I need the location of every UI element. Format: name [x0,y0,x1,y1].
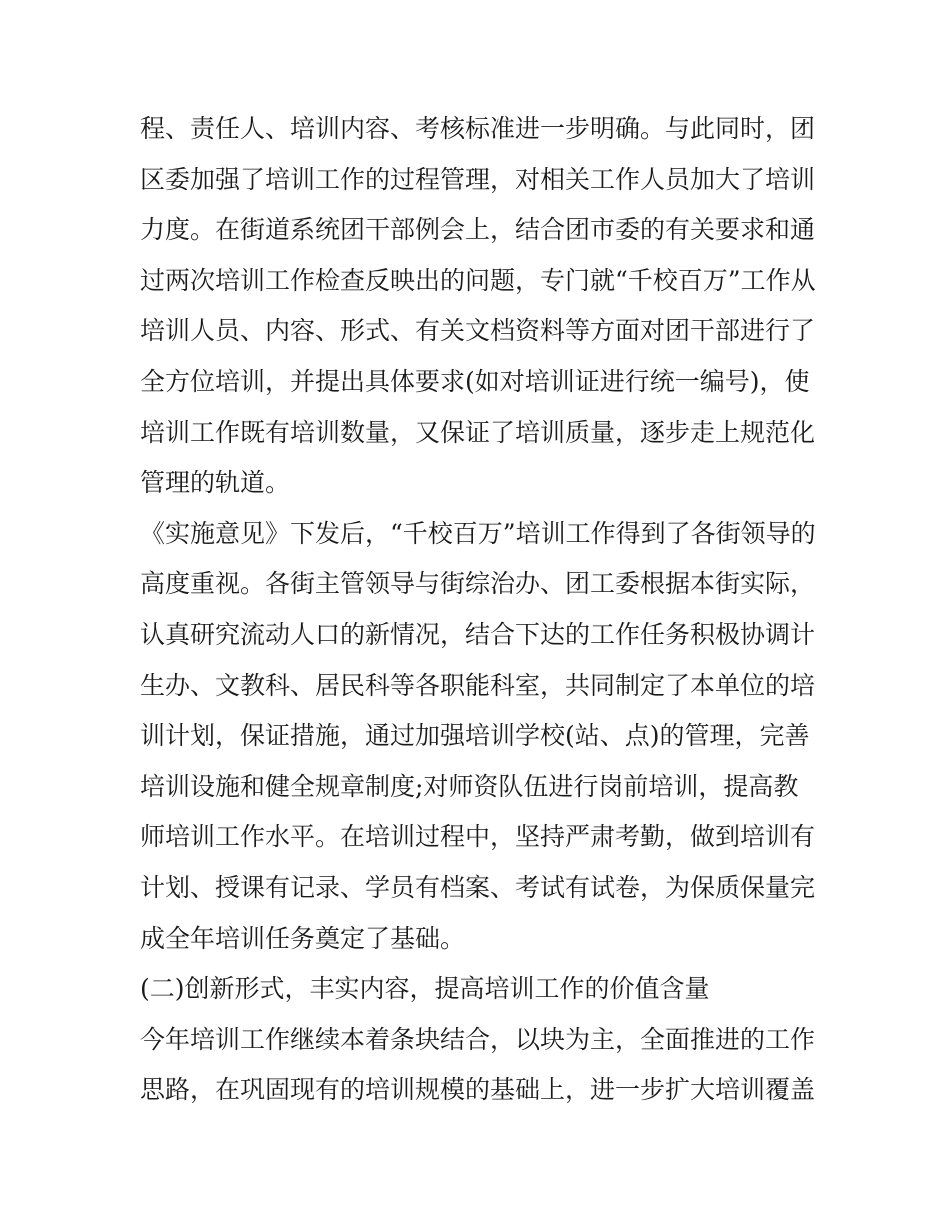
text-line: 区委加强了培训工作的过程管理，对相关工作人员加大了培训 [140,164,816,194]
text-line: 培训工作既有培训数量，又保证了培训质量，逐步走上规范化 [140,417,816,447]
text-line: 成全年培训任务奠定了基础。 [140,923,466,953]
text-line: 认真研究流动人口的新情况，结合下达的工作任务积极协调计 [140,619,816,649]
text-line: 力度。在街道系统团干部例会上，结合团市委的有关要求和通 [140,215,816,245]
text-line: 过两次培训工作检查反映出的问题，专门就“千校百万”工作从 [140,265,816,295]
text-line: 思路，在巩固现有的培训规模的基础上，进一步扩大培训覆盖 [140,1075,816,1105]
body-text [140,104,820,1116]
text-line: 全方位培训，并提出具体要求(如对培训证进行统一编号)，使 [140,366,810,396]
text-line: 今年培训工作继续本着条块结合，以块为主，全面推进的工作 [140,1024,816,1054]
text-line: 计划、授课有记录、学员有档案、考试有试卷，为保质保量完 [140,872,816,902]
text-line: 管理的轨道。 [140,468,291,498]
text-line: 培训设施和健全规章制度;对师资队伍进行岗前培训，提高教 [140,771,799,801]
section-heading: (二)创新形式，丰实内容，提高培训工作的价值含量 [140,974,710,1004]
text-line: 程、责任人、培训内容、考核标准进一步明确。与此同时，团 [140,114,816,143]
text-line: 师培训工作水平。在培训过程中，坚持严肃考勤，做到培训有 [140,822,816,852]
text-line: 高度重视。各街主管领导与街综治办、团工委根据本街实际， [140,569,816,599]
text-line: 《实施意见》下发后，“千校百万”培训工作得到了各街领导的 [140,518,816,548]
text-line: 生办、文教科、居民科等各职能科室，共同制定了本单位的培 [140,670,816,700]
text-line: 培训人员、内容、形式、有关文档资料等方面对团干部进行了 [140,316,816,346]
text-line: 训计划，保证措施，通过加强培训学校(站、点)的管理，完善 [140,721,810,751]
